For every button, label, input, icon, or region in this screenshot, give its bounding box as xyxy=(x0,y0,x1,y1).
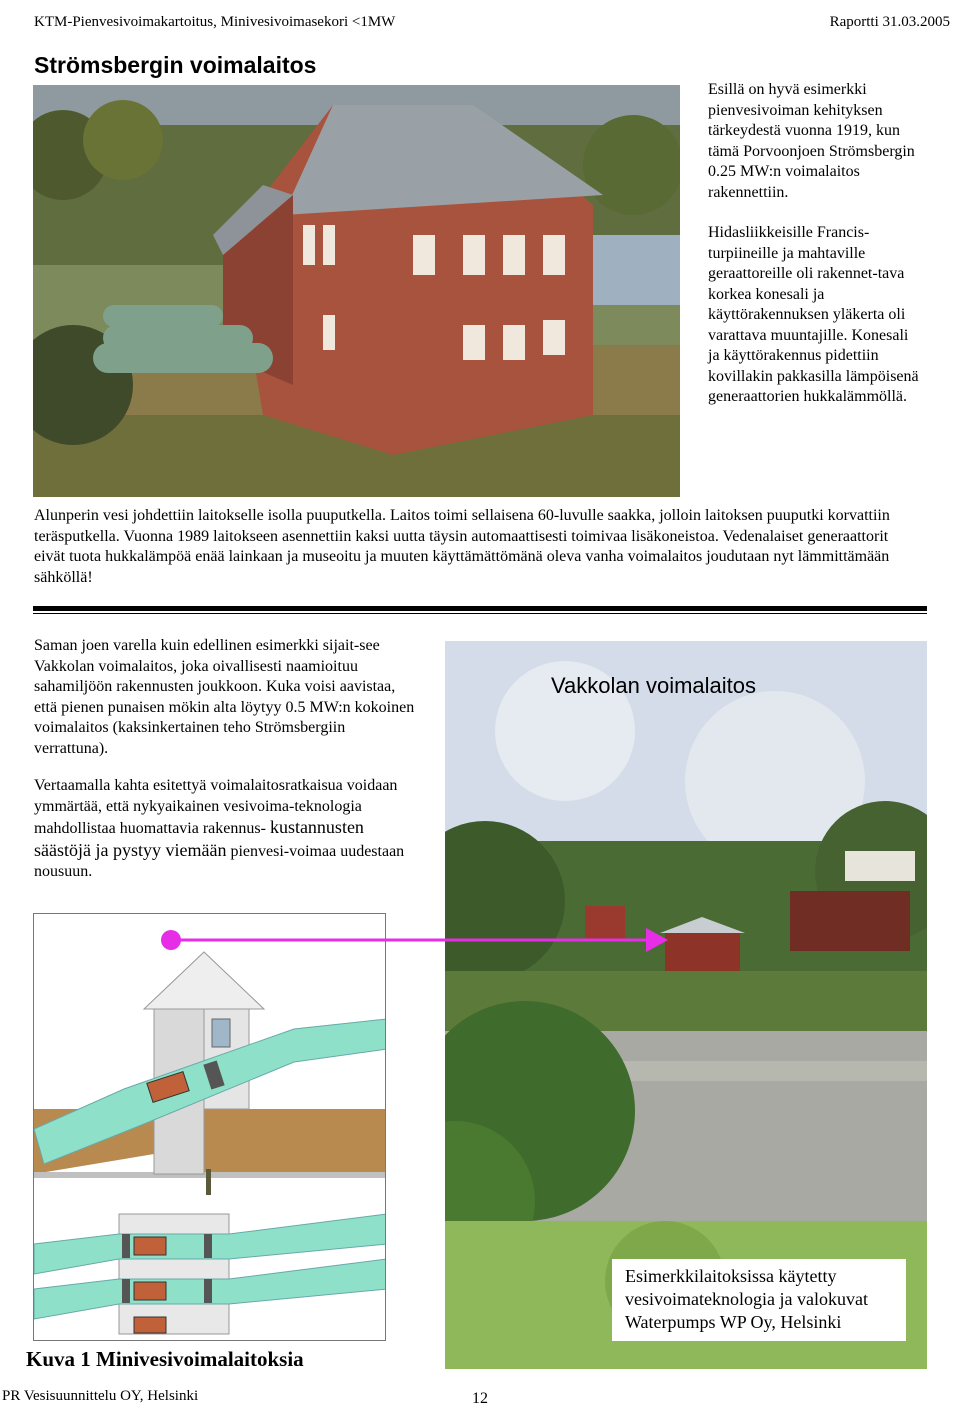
header-right: Raportti 31.03.2005 xyxy=(829,14,950,30)
paragraph-2-end: pienvesi-voimaa uudestaan nousuun. xyxy=(34,842,405,880)
paragraph-2-emphasis: kustannusten säästöjä ja pystyy viemään xyxy=(34,817,364,860)
vakkola-paragraph-2 xyxy=(34,776,419,883)
header-left: KTM-Pienvesivoimakartoitus, Minivesivoimasekori <1MW xyxy=(34,14,396,30)
section-divider-thick xyxy=(33,606,927,611)
stromsberg-side-text xyxy=(708,80,920,428)
vakkola-paragraph-1: Saman joen varella kuin edellinen esimerkki sijait-see Vakkolan voimalaitos, joka oivallisesti naamioituu sahamiljöön rakennusten joukkoon. Kuka voisi aavistaa, että pienen punaisen mökin alta löytyy 0.5 MW:n kokoinen voimalaitos (kaksinkertainen teho Strömsbergiin verrattuna). xyxy=(34,637,415,757)
section-divider-thin xyxy=(33,613,927,614)
photo-credit-caption: Esimerkkilaitoksissa käytetty vesivoimateknologia ja valokuvat Waterpumps WP Oy, Helsinki xyxy=(612,1259,906,1341)
stromsberg-photo xyxy=(33,85,680,497)
figure-caption: Kuva 1 Minivesivoimalaitoksia xyxy=(26,1347,304,1371)
side-paragraph-1: Esillä on hyvä esimerkki pienvesivoiman kehityksen tärkeydestä vuonna 1919, kun tämä Porvoonjoen Strömsbergin 0.25 MW:n voimalaitos rakennettiin. xyxy=(708,81,915,201)
page-number: 12 xyxy=(472,1390,488,1407)
side-paragraph-2: Hidasliikkeisille Francis-turpiineille ja mahtaville geraattoreille oli rakennet-tava korkea konesali ja käyttörakennuksen yläkerta oli varattava muuntajille. Konesali ja käyttörakennus pidettiin kovillakin pakkasilla lämpöisenä generaattorien hukkalämmöllä. xyxy=(708,224,919,405)
photo-title-vakkola: Vakkolan voimalaitos xyxy=(551,673,757,698)
stromsberg-body-text: Alunperin vesi johdettiin laitokselle isolla puuputkella. Laitos toimi sellaisena 60-luvulle saakka, jolloin laitoksen puuputki korvattiin teräsputkella. Vuonna 1989 laitokseen asennettiin kaksi uutta täysin automaattisesti toimivaa lisäkoneistoa. Vedenalaiset generaattorit eivät tuota hukkalämpöä enää lainkaan ja museoitu ja muuten käyttämättömänä oleva vanha voimalaitos joudutaan nyt lämmittämään sähköllä! xyxy=(34,507,890,586)
pointer-arrow xyxy=(160,925,670,955)
footer-company: PR Vesisuunnittelu OY, Helsinki xyxy=(2,1388,199,1404)
power-plant-diagram xyxy=(33,913,386,1341)
paragraph-2-start: Vertaamalla kahta esitettyä voimalaitosratkaisua voidaan ymmärtää, että nykyaikainen vesivoima-teknologia mahdollistaa huomattavia rakennus- xyxy=(34,777,398,837)
section-title-stromsberg: Strömsbergin voimalaitos xyxy=(34,52,317,78)
